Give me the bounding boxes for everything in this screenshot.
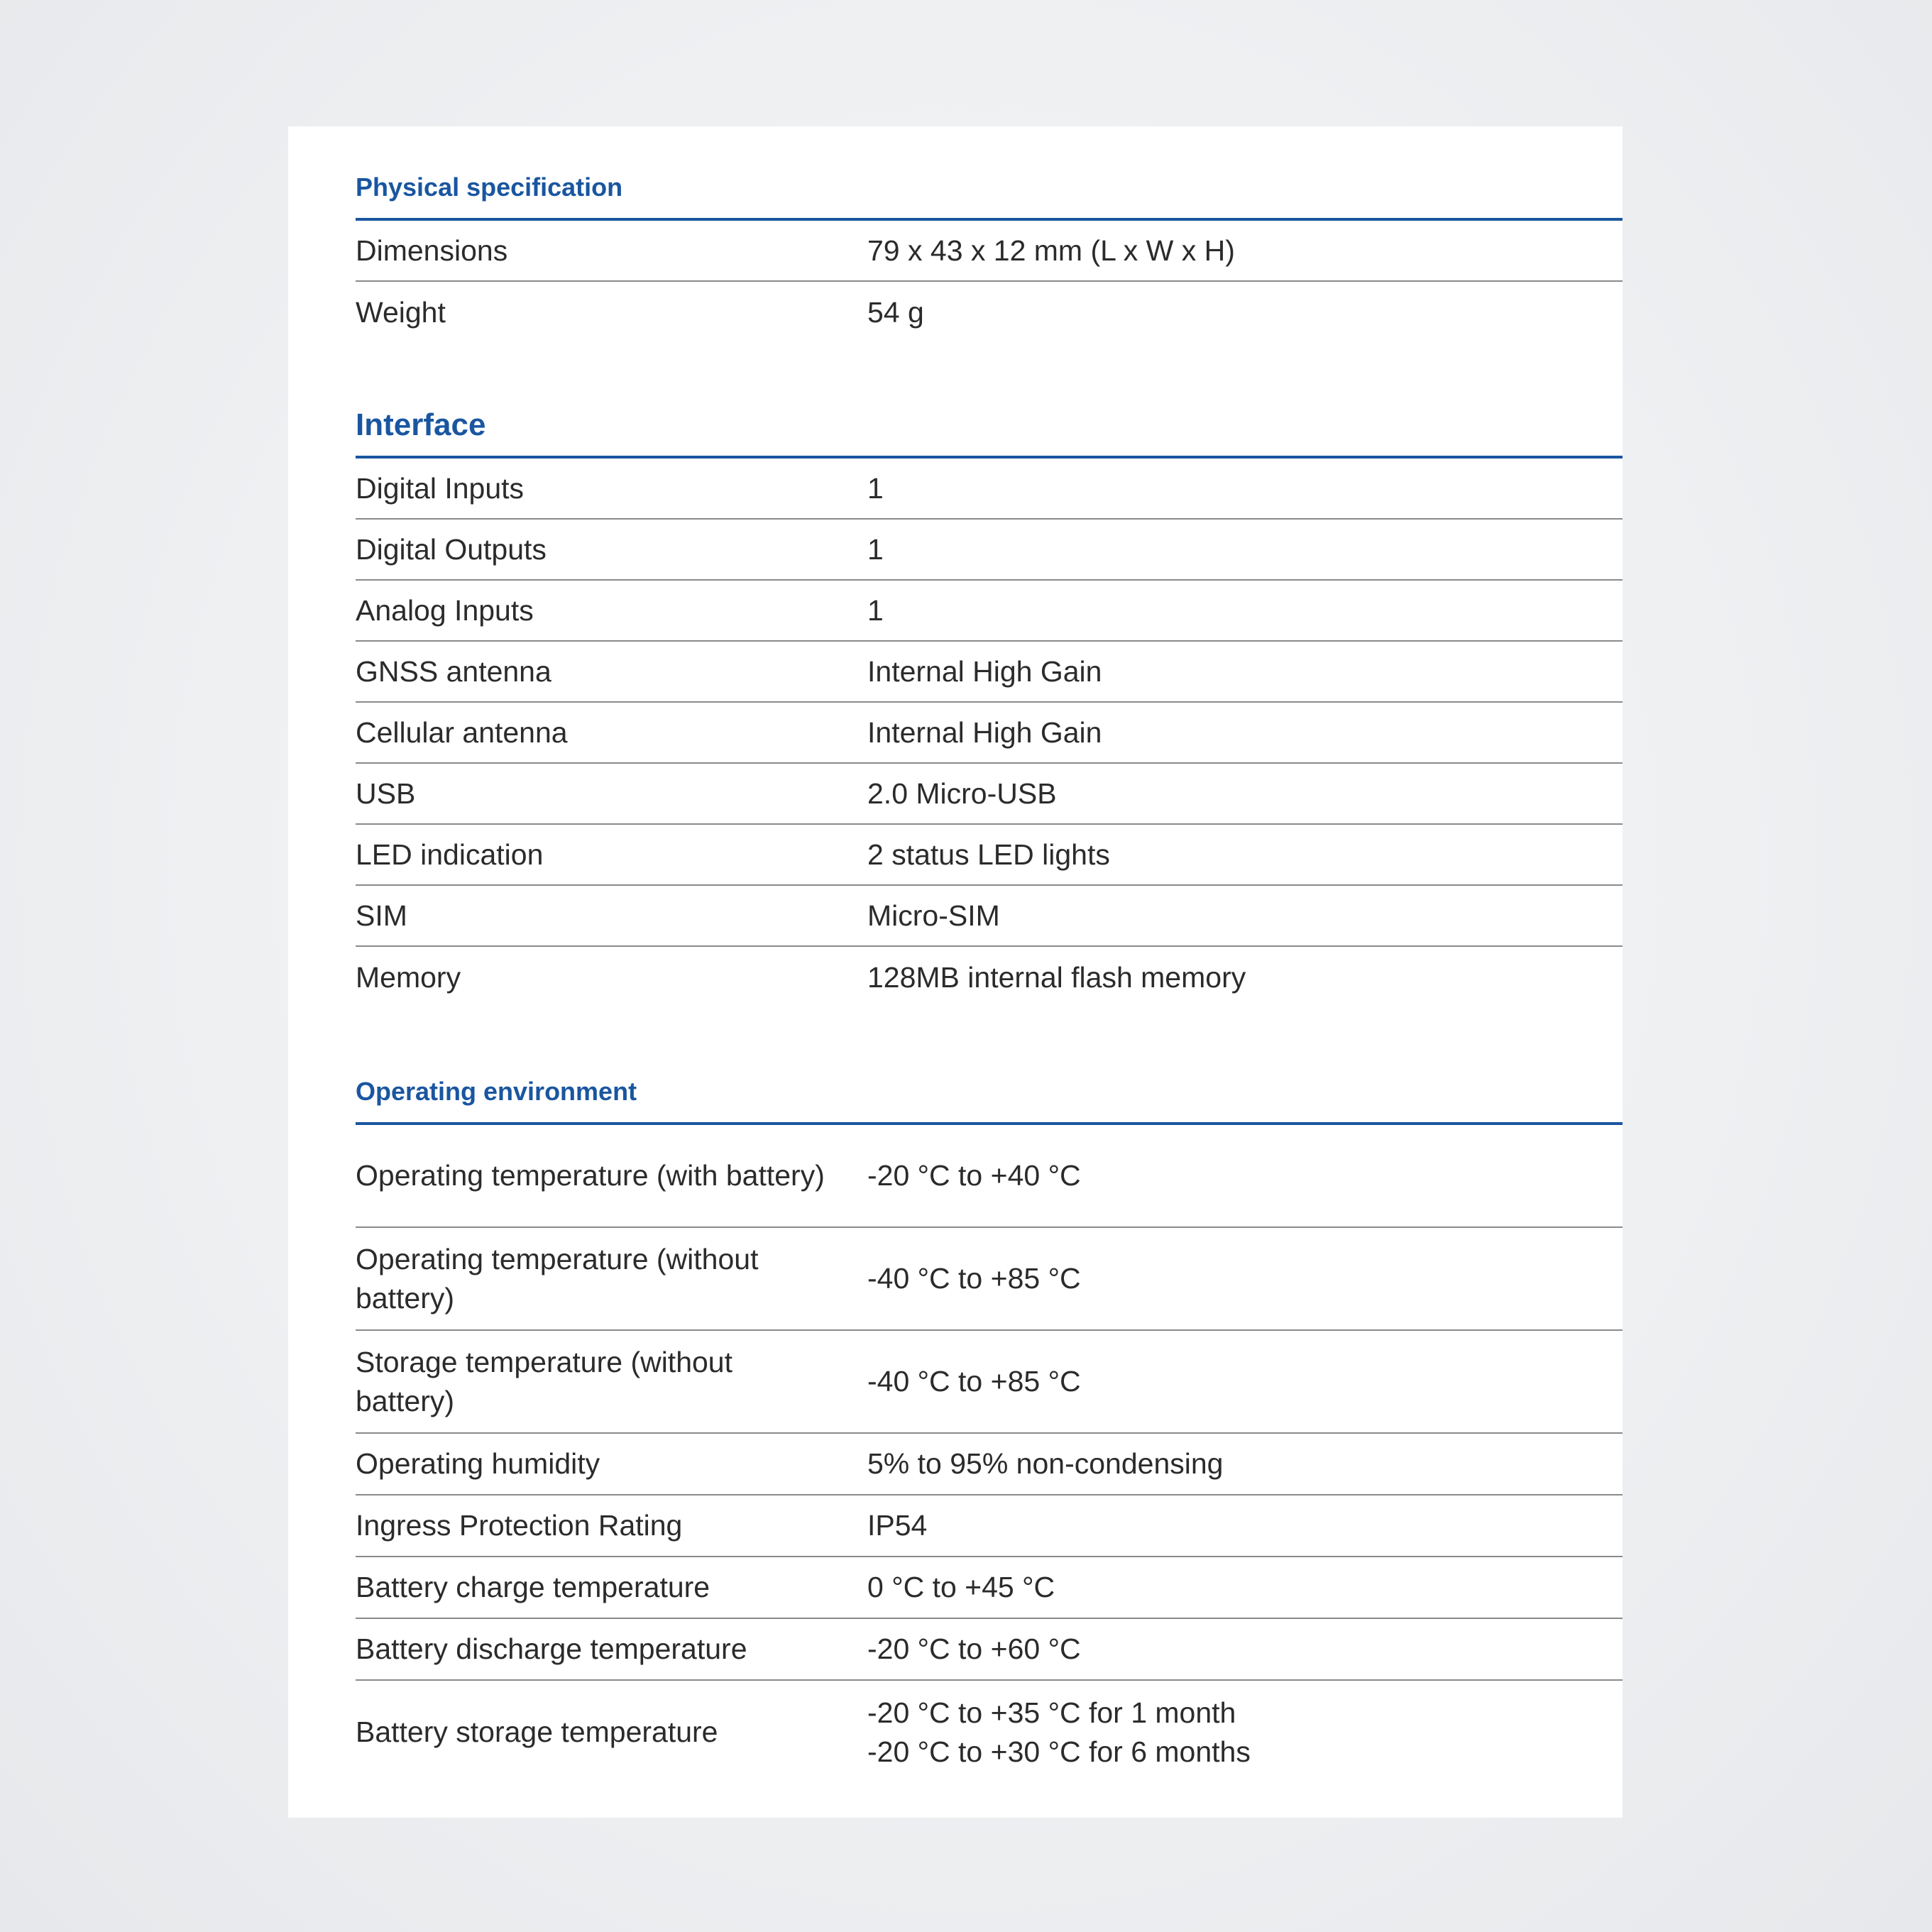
section-title: Physical specification <box>356 126 1623 221</box>
spec-label: Battery storage temperature <box>356 1716 718 1748</box>
table-row <box>356 1557 1623 1619</box>
spec-label: Operating temperature (without battery) <box>356 1242 759 1314</box>
table-row <box>356 1495 1623 1557</box>
spec-value: 5% to 95% non-condensing <box>867 1447 1224 1480</box>
spec-value: Micro-SIM <box>867 899 1000 932</box>
table-row <box>356 581 1623 642</box>
table-row <box>356 1331 1623 1434</box>
spec-label: USB <box>356 776 416 810</box>
section-interface <box>356 343 1623 1008</box>
spec-label: Cellular antenna <box>356 715 568 749</box>
table-row <box>356 764 1623 825</box>
spec-label: Ingress Protection Rating <box>356 1509 683 1542</box>
spec-value: -20 °C to +60 °C <box>867 1632 1081 1665</box>
spec-value: -40 °C to +85 °C <box>867 1365 1081 1398</box>
table-row <box>356 459 1623 520</box>
spec-value: Internal High Gain <box>867 715 1102 749</box>
spec-label: Dimensions <box>356 234 508 267</box>
spec-label: Weight <box>356 295 446 329</box>
spec-label: LED indication <box>356 838 544 871</box>
spec-label: Operating humidity <box>356 1447 600 1480</box>
table-row <box>356 1619 1623 1681</box>
spec-value: 79 x 43 x 12 mm (L x W x H) <box>867 234 1235 267</box>
spec-sheet <box>288 126 1623 1818</box>
table-row <box>356 886 1623 947</box>
table-row <box>356 642 1623 703</box>
spec-label: Battery discharge temperature <box>356 1632 747 1665</box>
spec-value: -20 °C to +40 °C <box>867 1159 1081 1192</box>
section-physical <box>356 126 1623 343</box>
spec-value: 2 status LED lights <box>867 838 1110 871</box>
spec-value: 1 <box>867 471 884 505</box>
table-row <box>356 282 1623 343</box>
spec-label: Digital Outputs <box>356 532 547 566</box>
spec-value-line: -20 °C to +35 °C for 1 month <box>867 1696 1236 1729</box>
table-row <box>356 825 1623 886</box>
spec-value: 1 <box>867 593 884 627</box>
spec-value: 128MB internal flash memory <box>867 960 1246 994</box>
spec-label: Operating temperature (with battery) <box>356 1159 825 1192</box>
spec-value: 1 <box>867 532 884 566</box>
spec-value: Internal High Gain <box>867 654 1102 688</box>
table-row <box>356 1228 1623 1331</box>
spec-label: Storage temperature (without battery) <box>356 1345 732 1417</box>
spec-label: SIM <box>356 899 407 932</box>
table-row <box>356 1434 1623 1495</box>
spec-label: Digital Inputs <box>356 471 525 505</box>
spec-value: 0 °C to +45 °C <box>867 1571 1055 1603</box>
section-title: Interface <box>356 343 1623 459</box>
table-row <box>356 1125 1623 1228</box>
spec-label: Memory <box>356 960 461 994</box>
spec-value <box>867 1694 1623 1772</box>
spec-label: Analog Inputs <box>356 593 534 627</box>
spec-label: Battery charge temperature <box>356 1571 710 1603</box>
spec-value: IP54 <box>867 1509 928 1542</box>
section-environment <box>356 1008 1623 1784</box>
spec-value: 2.0 Micro-USB <box>867 776 1057 810</box>
spec-value-line: -20 °C to +30 °C for 6 months <box>867 1735 1251 1768</box>
table-row <box>356 1681 1623 1784</box>
spec-value: 54 g <box>867 295 924 329</box>
spec-label: GNSS antenna <box>356 654 551 688</box>
spec-value: -40 °C to +85 °C <box>867 1262 1081 1295</box>
table-row <box>356 703 1623 764</box>
table-row <box>356 221 1623 282</box>
table-row <box>356 947 1623 1008</box>
section-title: Operating environment <box>356 1008 1623 1125</box>
table-row <box>356 520 1623 581</box>
spec-content <box>356 126 1623 1784</box>
